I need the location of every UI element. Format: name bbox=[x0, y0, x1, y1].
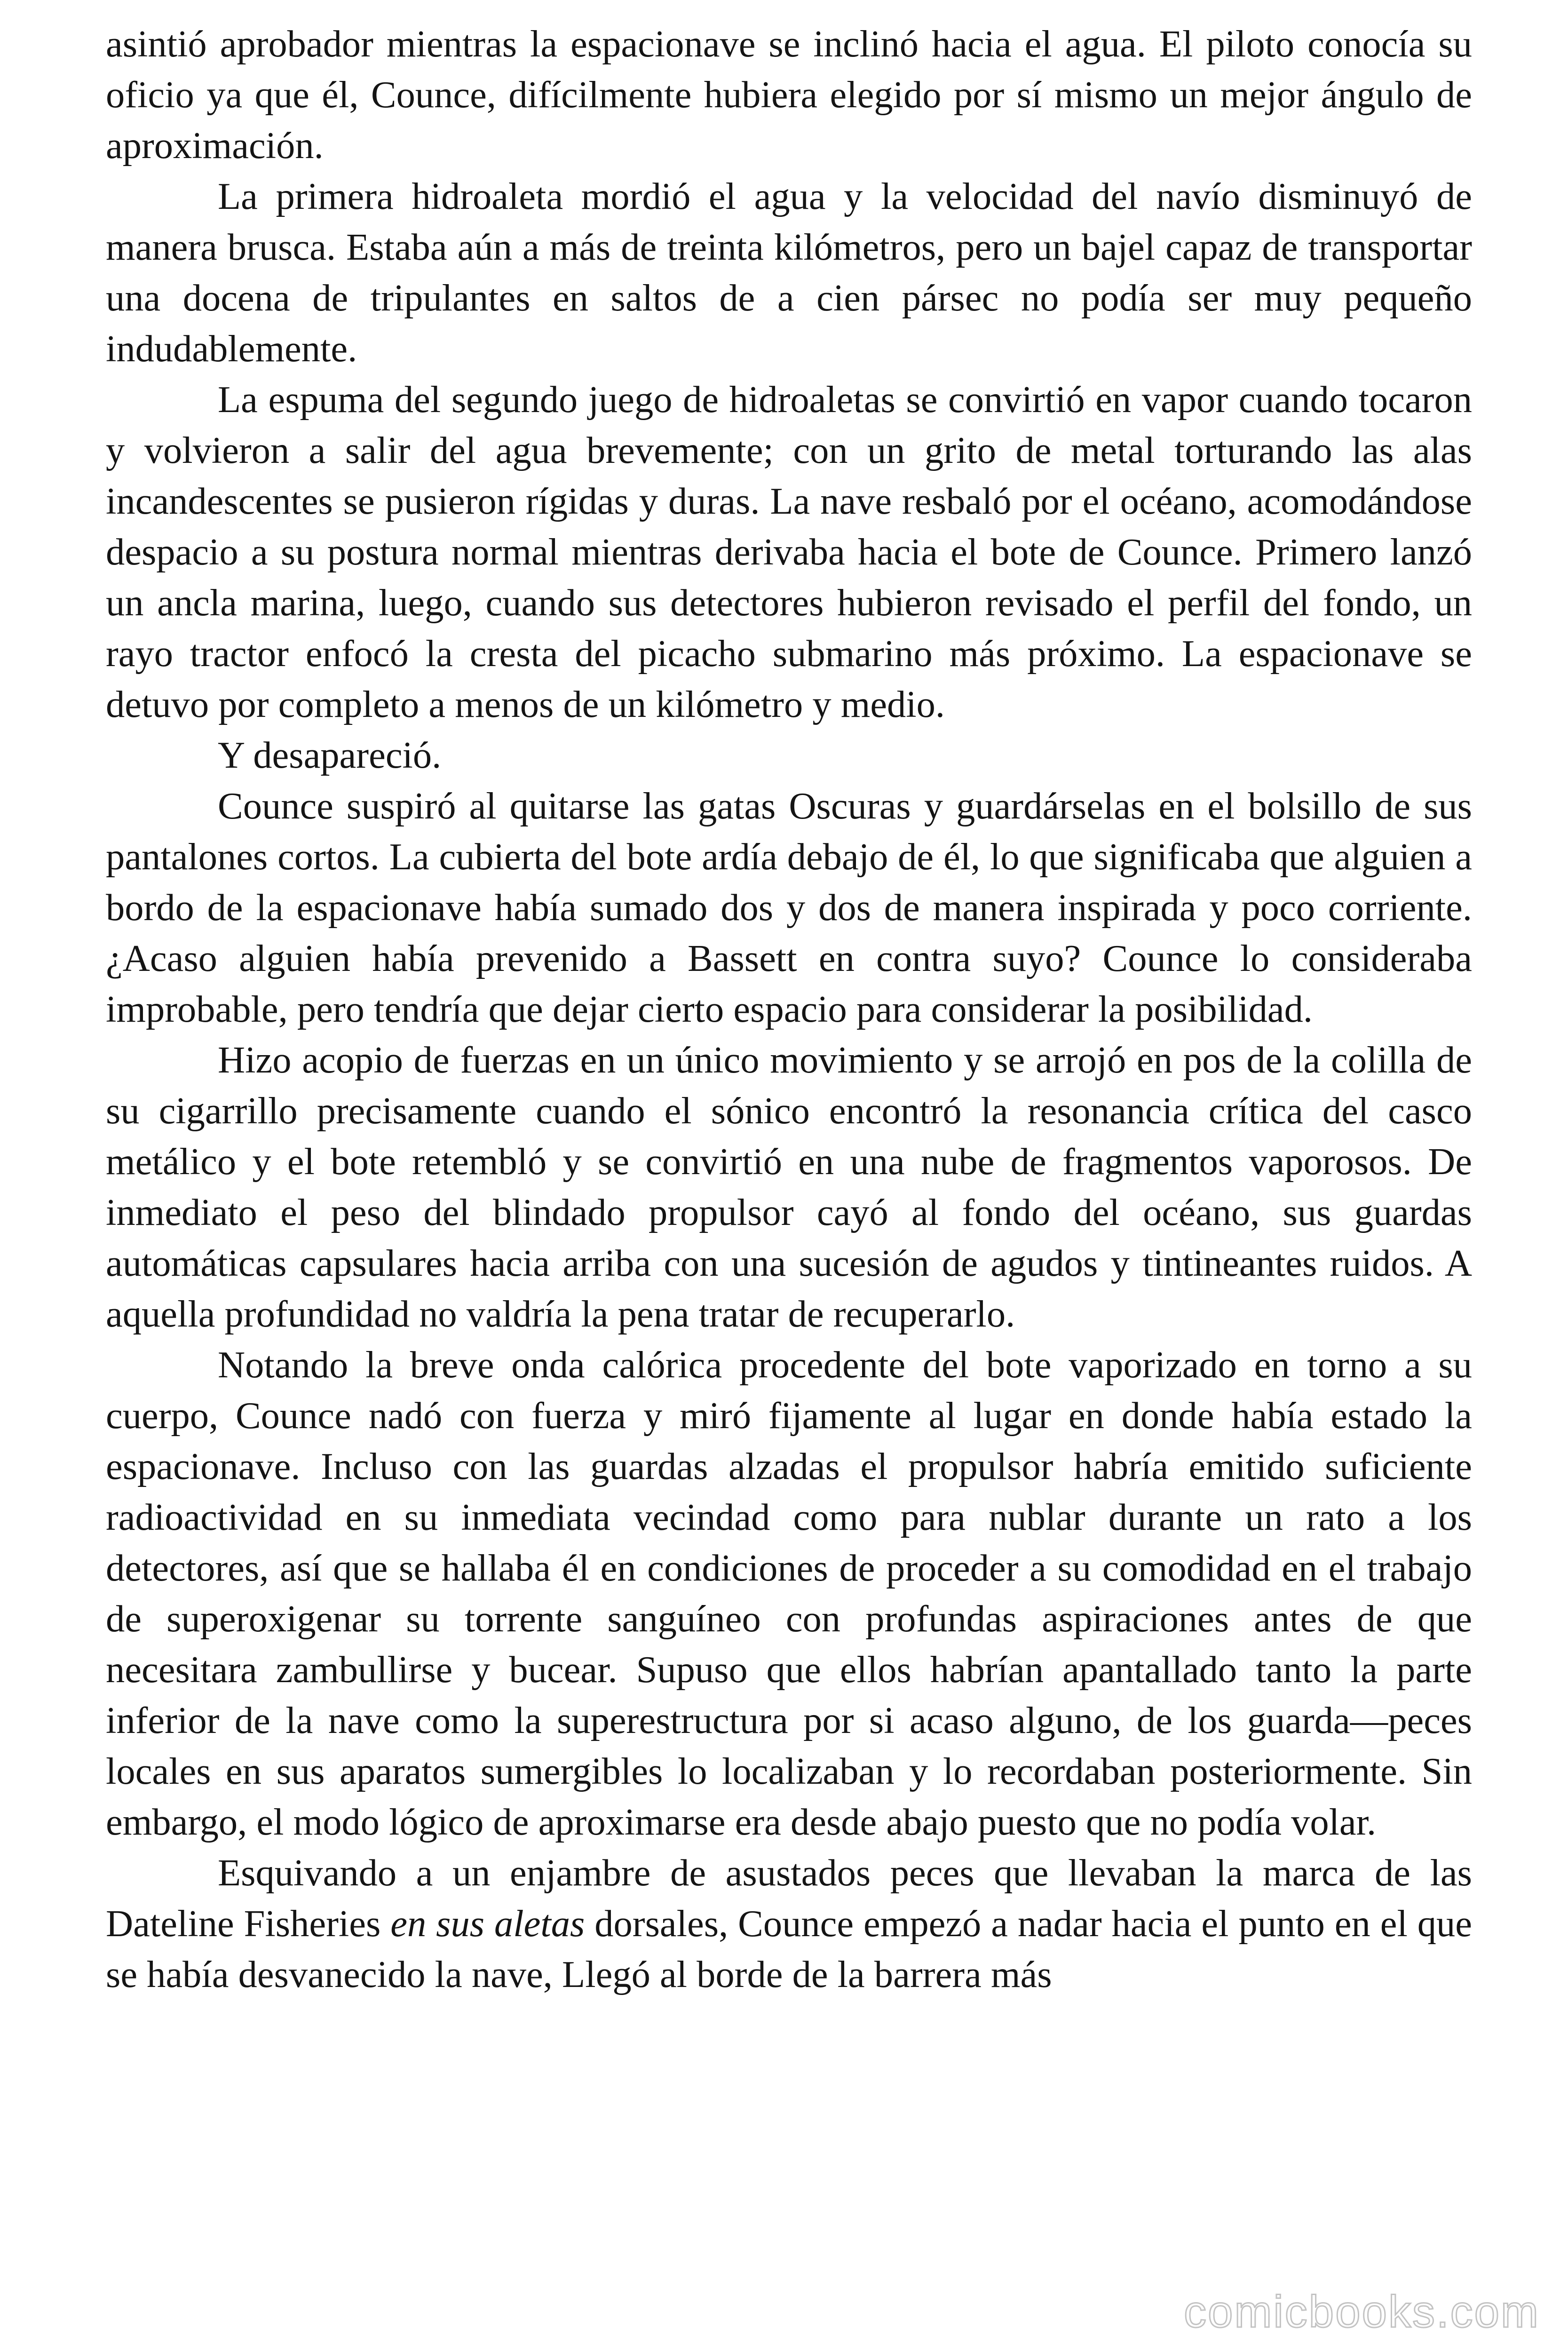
paragraph-6: Hizo acopio de fuerzas en un único movimiento y se arrojó en pos de la colilla de su cigarrillo precisamente cuando el sónico encontró la resonancia crítica del casco metálico y el bote retembló y se convirtió en una nube de fragmentos vaporosos. De inmediato el peso del blindado propulsor cayó al fondo del océano, sus guardas automáticas capsulares hacia arriba con una sucesión de agudos y tintineantes ruidos. A aquella profundidad no valdría la pena tratar de recuperarlo. bbox=[106, 1039, 1472, 1335]
paragraph-1: asintió aprobador mientras la espacionave se inclinó hacia el agua. El piloto conocía su oficio ya que él, Counce, difícilmente hubiera elegido por sí mismo un mejor ángulo de aproximación. bbox=[106, 23, 1472, 167]
paragraph-8-italic: en sus aletas bbox=[390, 1903, 585, 1945]
paragraph-4: Y desapareció. bbox=[218, 734, 442, 776]
paragraph-8-start: Esquivando a un enjambre de asustados peces que llevaban la marca de las Dateline Fisheries bbox=[106, 1852, 1472, 1945]
paragraph-5: Counce suspiró al quitarse las gatas Oscuras y guardárselas en el bolsillo de sus pantalones cortos. La cubierta del bote ardía debajo de él, lo que significaba que alguien a bordo de la espacionave había sumado dos y dos de manera inspirada y poco corriente. ¿Acaso alguien había prevenido a Bassett en contra suyo? Counce lo consideraba improbable, pero tendría que dejar cierto espacio para considerar la posibilidad. bbox=[106, 785, 1472, 1030]
paragraph-8 bbox=[106, 1848, 1472, 2000]
paragraph-8-end: dorsales, Counce empezó a nadar hacia el punto en el que se había desvanecido la nave, Llegó al borde de la barrera más bbox=[106, 1903, 1472, 1995]
paragraph-2: La primera hidroaleta mordió el agua y la velocidad del navío disminuyó de manera brusca. Estaba aún a más de treinta kilómetros, pero un bajel capaz de transportar una docena de tripulantes en saltos de a cien pársec no podía ser muy pequeño indudablemente. bbox=[106, 175, 1472, 370]
book-page-text bbox=[106, 19, 1472, 2000]
paragraph-7: Notando la breve onda calórica procedente del bote vaporizado en torno a su cuerpo, Counce nadó con fuerza y miró fijamente al lugar en donde había estado la espacionave. Incluso con las guardas alzadas el propulsor habría emitido suficiente radioactividad en su inmediata vecindad como para nublar durante un rato a los detectores, así que se hallaba él en condiciones de proceder a su comodidad en el trabajo de superoxigenar su torrente sanguíneo con profundas aspiraciones antes de que necesitara zambullirse y bucear. Supuso que ellos habrían apantallado tanto la parte inferior de la nave como la superestructura por si acaso alguno, de los guarda—peces locales en sus aparatos sumergibles lo localizaban y lo recordaban posteriormente. Sin embargo, el modo lógico de aproximarse era desde abajo puesto que no podía volar. bbox=[106, 1344, 1472, 1843]
paragraph-3: La espuma del segundo juego de hidroaletas se convirtió en vapor cuando tocaron y volvieron a salir del agua brevemente; con un grito de metal torturando las alas incandescentes se pusieron rígidas y duras. La nave resbaló por el océano, acomodándose despacio a su postura normal mientras derivaba hacia el bote de Counce. Primero lanzó un ancla marina, luego, cuando sus detectores hubieron revisado el perfil del fondo, un rayo tractor enfocó la cresta del picacho submarino más próximo. La espacionave se detuvo por completo a menos de un kilómetro y medio. bbox=[106, 379, 1472, 725]
site-watermark: comicbooks.com bbox=[1184, 2287, 1540, 2337]
